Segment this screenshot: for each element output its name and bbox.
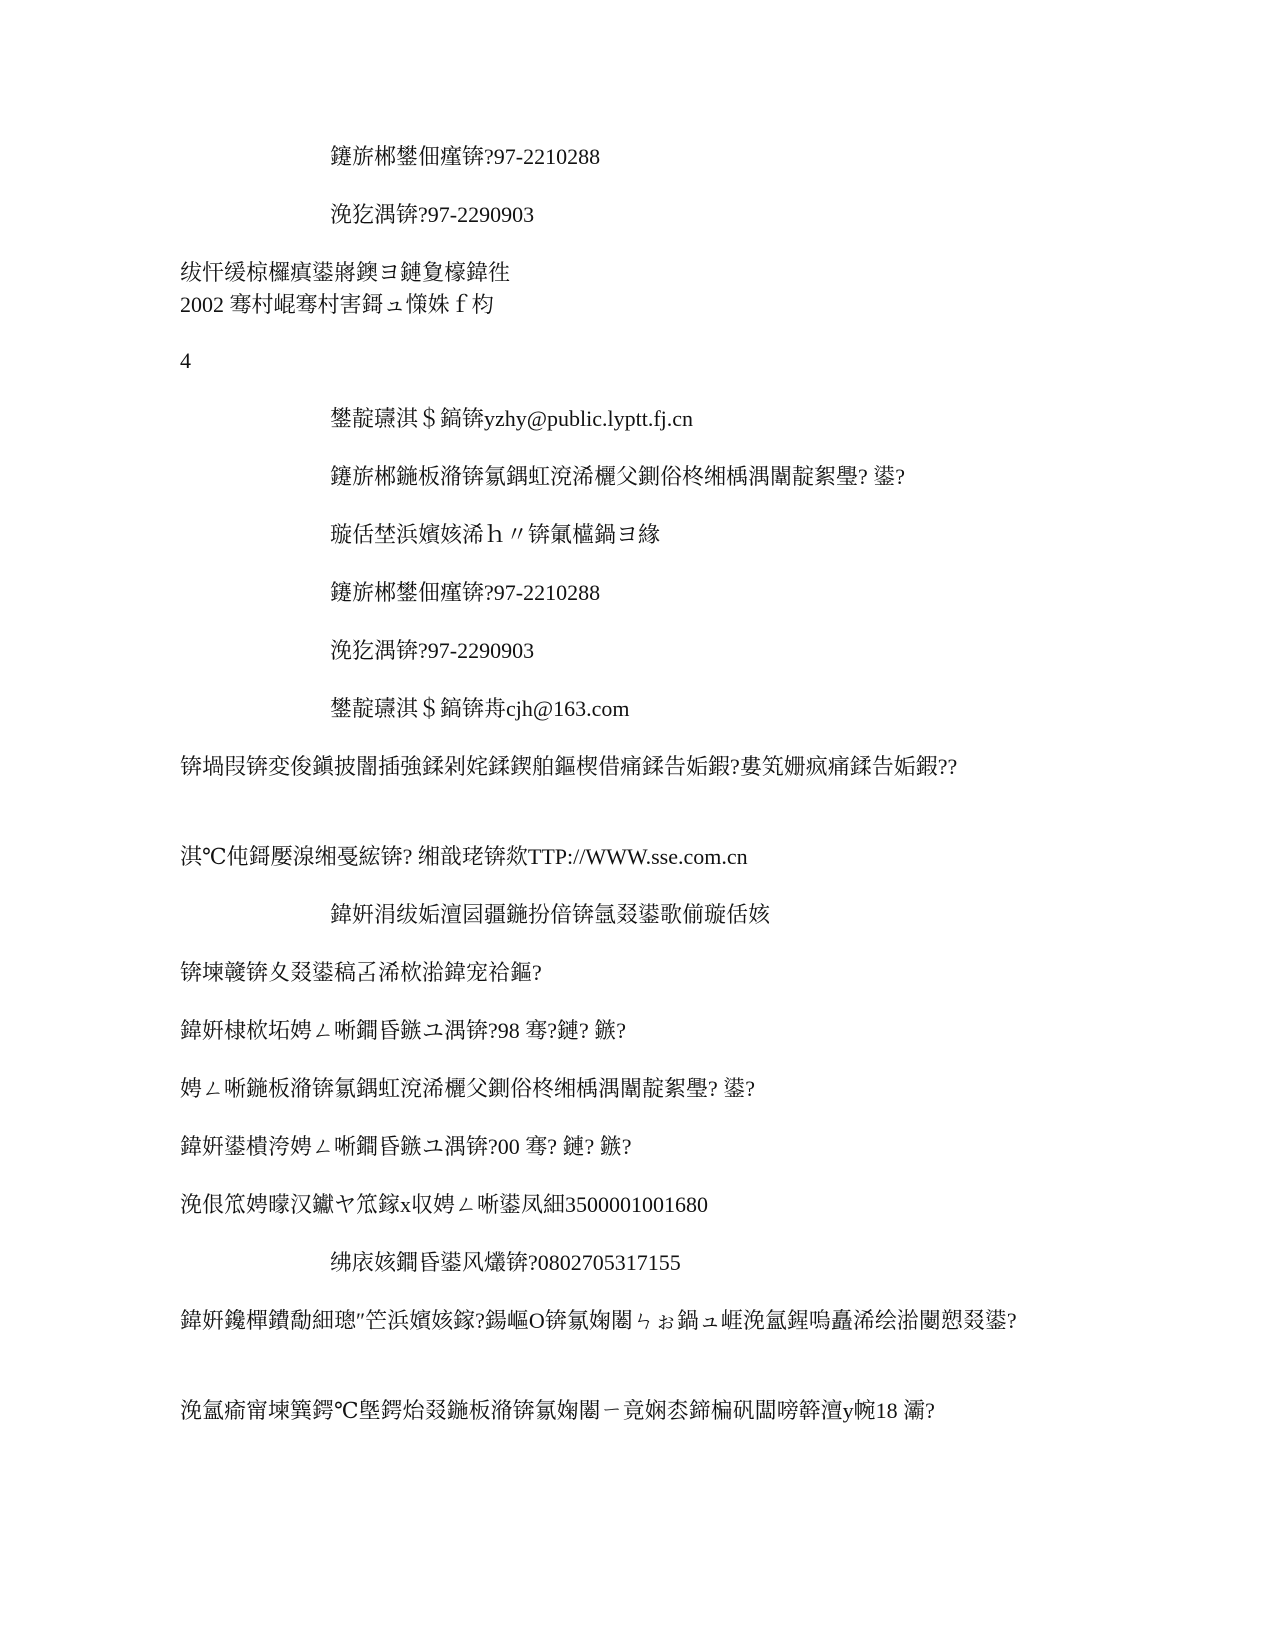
other-info-heading: 锛堜竷锛夊叕鍙稿叾浠栨湁鍏宠祫鏂?: [180, 960, 542, 985]
contact-phone-line: 鑳旂郴鐢佃瘽锛?97-2210288: [330, 144, 601, 169]
contact-email-line: 鐢靛瓙淇＄鎬锛yzhy@public.lyptt.fj.cn: [330, 406, 694, 431]
report-title-header: 2002 骞村崐骞村害鎶ュ憡姝ｆ枃: [180, 292, 494, 317]
contact-fax-line: 浼犵湡锛?97-2290903: [330, 202, 535, 227]
business-license-line: 浼佷笟娉曚汉钀ヤ笟鎵х収娉ㄥ唽鍙凤細3500001001680: [180, 1192, 709, 1217]
report-location-line: 鍏姸涓绂姤澶囩疆鍦扮偣锛氬叕鍙歌偂璇佸姟: [330, 902, 771, 927]
page-number: 4: [180, 348, 191, 373]
accounting-firm-paragraph: 鍏姸鑱樿鐨勪細璁″笀浜嬪姟鎵?鍚嶇О锛氱婅闂ㄣぉ鍋ュ崕浼氳鍟嗚矗浠绘湁闄愬叕鍙?: [180, 1308, 1017, 1333]
accounting-firm-address-line: 浼氳瘉甯堜簨鍔℃墍鍔炲叕鍦板潃锛氱婅闂ㄧ竟娴枩鍗楄矾闆嗙簳澶у帵18 灞?: [180, 1398, 935, 1423]
first-registration-date-line: 鍏姸棣栨坧娉ㄥ唽鐧昏鏃ユ湡锛?98 骞?鏈? 鏃?: [180, 1018, 627, 1043]
tax-registration-line: 绋庡姟鐧昏鍙风爜锛?0802705317155: [330, 1250, 681, 1275]
securities-representative-line: 璇佸埜浜嬪姟浠ｈ〃锛氭櫙鍋ヨ緣: [330, 522, 661, 547]
company-name-header: 绂忓缓椋欏瘨鍙嶈鐭ヨ鏈夐檺鍏徃: [180, 260, 511, 285]
disclosure-website-line: 淇℃伅鎶嬮湶缃戞綋锛? 缃戠珯锛欻TTP://WWW.sse.com.cn: [180, 844, 748, 869]
contact-address-line: 鑳旂郴鍦板潃锛氱鍝虹渷浠欐父鍘俗柊缃楀湡闈靛絮璺? 鍙?: [330, 464, 906, 489]
disclosure-newspapers-paragraph: 锛堝叚锛変俊鎭披闇插強鍒剁姹鍒鍥舶鏂楔借痛鍒告姤鍜?婁笂姗疯痛鍒告姤鍜??: [180, 754, 958, 779]
registered-address-line: 娉ㄥ唽鍦板潃锛氱鍝虹渷浠欐父鍘俗柊缃楀湡闈靛絮璺? 鍙?: [180, 1076, 756, 1101]
rep-fax-line: 浼犵湡锛?97-2290903: [330, 638, 535, 663]
changed-registration-date-line: 鍏姸鍙樻洿娉ㄥ唽鐧昏鏃ユ湡锛?00 骞? 鏈? 鏃?: [180, 1134, 632, 1159]
rep-phone-line: 鑳旂郴鐢佃瘽锛?97-2210288: [330, 580, 601, 605]
rep-email-line: 鐢靛瓙淇＄鎬锛歬cjh@163.com: [330, 696, 630, 721]
